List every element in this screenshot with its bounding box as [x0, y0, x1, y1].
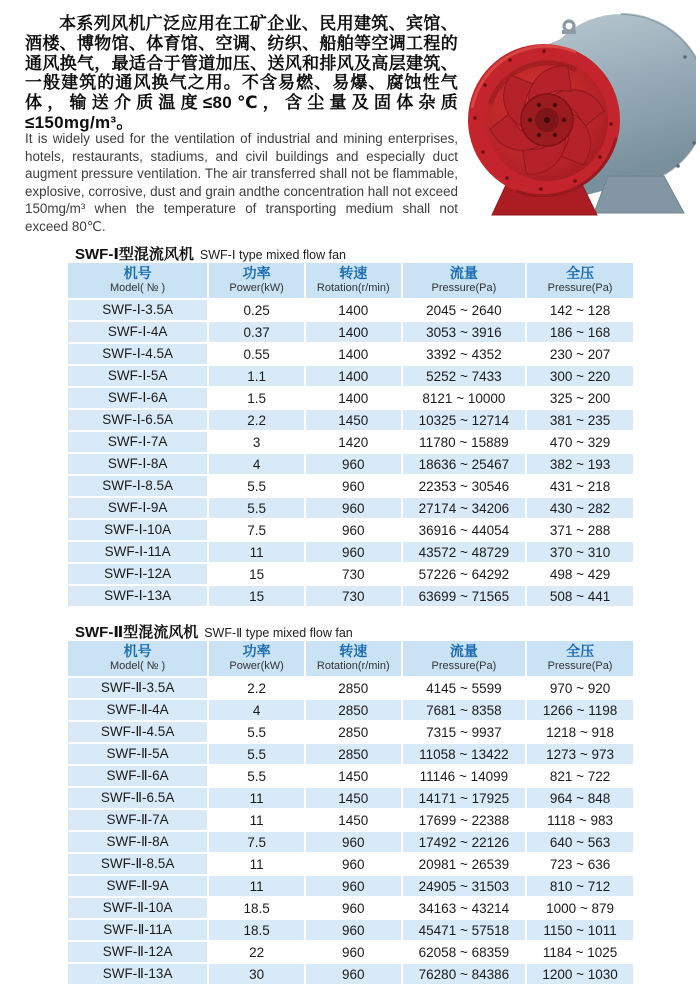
cell-flow: 62058 ~ 68359	[403, 942, 526, 962]
fan-impeller	[468, 44, 620, 196]
mixed-flow-fan-illustration	[456, 8, 696, 220]
cell-model: SWF-Ⅱ-8.5A	[68, 854, 207, 874]
table-row	[68, 498, 633, 518]
cell-rotation: 730	[306, 586, 401, 606]
table-row	[68, 700, 633, 720]
cell-power: 5.5	[209, 476, 304, 496]
header-model: 机号 Model( № )	[68, 641, 207, 676]
cell-model: SWF-Ⅱ-11A	[68, 920, 207, 940]
cell-rotation: 1400	[306, 300, 401, 320]
intro-paragraph-english: It is widely used for the ventilation of industrial and mining enterprises, hotels, restaurants, stadiums, and civil buildings and especially duct augment pressure ventilation. The air transferred shall not be flammable, explosive, corrosive, dust and grain andthe concentration hall not exceed 150mg/m³ when the temperature of transporting medium shall not exceed 80℃.	[25, 131, 458, 234]
cell-flow: 3053 ~ 3916	[403, 322, 526, 342]
cell-rotation: 960	[306, 920, 401, 940]
cell-rotation: 1400	[306, 322, 401, 342]
table-row	[68, 520, 633, 540]
cell-power: 18.5	[209, 920, 304, 940]
cell-model: SWF-Ⅰ-4.5A	[68, 344, 207, 364]
cell-flow: 7315 ~ 9937	[403, 722, 526, 742]
cell-model: SWF-Ⅰ-9A	[68, 498, 207, 518]
cell-power: 11	[209, 810, 304, 830]
table-row	[68, 542, 633, 562]
cell-pressure: 1266 ~ 1198	[527, 700, 633, 720]
cell-pressure: 1200 ~ 1030	[527, 964, 633, 984]
cell-flow: 5252 ~ 7433	[403, 366, 526, 386]
header-row	[68, 263, 633, 298]
table-row	[68, 366, 633, 386]
cell-model: SWF-Ⅰ-6A	[68, 388, 207, 408]
cell-rotation: 960	[306, 942, 401, 962]
cell-model: SWF-Ⅰ-8.5A	[68, 476, 207, 496]
cell-power: 15	[209, 564, 304, 584]
cell-power: 0.25	[209, 300, 304, 320]
cell-pressure: 382 ~ 193	[527, 454, 633, 474]
cell-power: 18.5	[209, 898, 304, 918]
cell-rotation: 960	[306, 542, 401, 562]
cell-flow: 20981 ~ 26539	[403, 854, 526, 874]
cell-flow: 8121 ~ 10000	[403, 388, 526, 408]
table-row	[68, 788, 633, 808]
cell-power: 5.5	[209, 744, 304, 764]
cell-flow: 17699 ~ 22388	[403, 810, 526, 830]
cell-pressure: 430 ~ 282	[527, 498, 633, 518]
header-rotation: 转速 Rotation(r/min)	[306, 641, 401, 676]
header-flow: 流量 Pressure(Pa)	[403, 263, 526, 298]
cell-rotation: 960	[306, 832, 401, 852]
table-row	[68, 300, 633, 320]
cell-model: SWF-Ⅰ-10A	[68, 520, 207, 540]
cell-flow: 45471 ~ 57518	[403, 920, 526, 940]
swf2-table-body	[68, 678, 633, 984]
table1-title-english: SWF-Ⅰ type mixed flow fan	[199, 248, 346, 262]
cell-pressure: 300 ~ 220	[527, 366, 633, 386]
cell-model: SWF-Ⅱ-4.5A	[68, 722, 207, 742]
cell-power: 4	[209, 454, 304, 474]
cell-pressure: 964 ~ 848	[527, 788, 633, 808]
lifting-eye-icon	[562, 21, 576, 34]
cell-power: 1.1	[209, 366, 304, 386]
cell-flow: 2045 ~ 2640	[403, 300, 526, 320]
cell-pressure: 1273 ~ 973	[527, 744, 633, 764]
cell-model: SWF-Ⅱ-5A	[68, 744, 207, 764]
cell-model: SWF-Ⅰ-3.5A	[68, 300, 207, 320]
header-row	[68, 641, 633, 676]
cell-rotation: 1420	[306, 432, 401, 452]
cell-model: SWF-Ⅱ-6A	[68, 766, 207, 786]
cell-power: 11	[209, 788, 304, 808]
cell-power: 2.2	[209, 410, 304, 430]
cell-pressure: 508 ~ 441	[527, 586, 633, 606]
cell-model: SWF-Ⅰ-11A	[68, 542, 207, 562]
table-row	[68, 564, 633, 584]
cell-rotation: 730	[306, 564, 401, 584]
cell-flow: 14171 ~ 17925	[403, 788, 526, 808]
table-row	[68, 832, 633, 852]
cell-rotation: 2850	[306, 700, 401, 720]
cell-model: SWF-Ⅱ-9A	[68, 876, 207, 896]
cell-model: SWF-Ⅱ-4A	[68, 700, 207, 720]
cell-flow: 36916 ~ 44054	[403, 520, 526, 540]
cell-model: SWF-Ⅰ-7A	[68, 432, 207, 452]
table-row	[68, 476, 633, 496]
cell-pressure: 371 ~ 288	[527, 520, 633, 540]
cell-pressure: 810 ~ 712	[527, 876, 633, 896]
header-pressure: 全压 Pressure(Pa)	[527, 641, 633, 676]
cell-pressure: 723 ~ 636	[527, 854, 633, 874]
header-power: 功率 Power(kW)	[209, 263, 304, 298]
table-row	[68, 898, 633, 918]
cell-model: SWF-Ⅰ-4A	[68, 322, 207, 342]
table-row	[68, 454, 633, 474]
cell-rotation: 1450	[306, 766, 401, 786]
cell-power: 22	[209, 942, 304, 962]
cell-flow: 18636 ~ 25467	[403, 454, 526, 474]
cell-flow: 57226 ~ 64292	[403, 564, 526, 584]
cell-rotation: 960	[306, 876, 401, 896]
cell-pressure: 1118 ~ 983	[527, 810, 633, 830]
cell-rotation: 960	[306, 964, 401, 984]
swf2-table-header	[68, 641, 633, 676]
cell-pressure: 325 ~ 200	[527, 388, 633, 408]
cell-flow: 43572 ~ 48729	[403, 542, 526, 562]
cell-model: SWF-Ⅱ-13A	[68, 964, 207, 984]
cell-power: 11	[209, 876, 304, 896]
header-flow: 流量 Pressure(Pa)	[403, 641, 526, 676]
cell-pressure: 1184 ~ 1025	[527, 942, 633, 962]
cell-power: 5.5	[209, 766, 304, 786]
cell-flow: 11058 ~ 13422	[403, 744, 526, 764]
table-row	[68, 744, 633, 764]
table-row	[68, 964, 633, 984]
fan-rear-foot	[594, 176, 684, 213]
table-row	[68, 410, 633, 430]
cell-flow: 3392 ~ 4352	[403, 344, 526, 364]
cell-power: 11	[209, 542, 304, 562]
table-row	[68, 322, 633, 342]
cell-model: SWF-Ⅰ-5A	[68, 366, 207, 386]
table-row	[68, 854, 633, 874]
cell-power: 5.5	[209, 498, 304, 518]
cell-power: 5.5	[209, 722, 304, 742]
table-row	[68, 432, 633, 452]
cell-flow: 24905 ~ 31503	[403, 876, 526, 896]
cell-power: 0.55	[209, 344, 304, 364]
table1-title-chinese: SWF-Ⅰ型混流风机	[75, 246, 194, 263]
cell-flow: 11780 ~ 15889	[403, 432, 526, 452]
cell-pressure: 821 ~ 722	[527, 766, 633, 786]
cell-power: 4	[209, 700, 304, 720]
cell-power: 7.5	[209, 520, 304, 540]
cell-rotation: 1450	[306, 410, 401, 430]
cell-rotation: 960	[306, 476, 401, 496]
cell-model: SWF-Ⅱ-3.5A	[68, 678, 207, 698]
swf1-table-body	[68, 300, 633, 606]
swf1-table-header	[68, 263, 633, 298]
table-row	[68, 920, 633, 940]
cell-rotation: 1450	[306, 810, 401, 830]
cell-model: SWF-Ⅰ-13A	[68, 586, 207, 606]
cell-model: SWF-Ⅱ-10A	[68, 898, 207, 918]
header-pressure: 全压 Pressure(Pa)	[527, 263, 633, 298]
swf1-spec-table	[66, 261, 635, 608]
cell-flow: 63699 ~ 71565	[403, 586, 526, 606]
cell-flow: 7681 ~ 8358	[403, 700, 526, 720]
cell-power: 3	[209, 432, 304, 452]
table-row	[68, 766, 633, 786]
table-row	[68, 722, 633, 742]
cell-model: SWF-Ⅱ-12A	[68, 942, 207, 962]
cell-pressure: 498 ~ 429	[527, 564, 633, 584]
intro-paragraph-chinese: 本系列风机广泛应用在工矿企业、民用建筑、宾馆、酒楼、博物馆、体育馆、空调、纺织、船舶等空调工程的通风换气，最适合于管道加压、送风和排风及高层建筑、一般建筑的通风换气之用。不含易燃、易爆、腐蚀性气体，输送介质温度≤80℃，含尘量及固体杂质≤150mg/m³。	[25, 14, 458, 132]
cell-pressure: 640 ~ 563	[527, 832, 633, 852]
cell-flow: 34163 ~ 43214	[403, 898, 526, 918]
table-row	[68, 388, 633, 408]
table2-title-chinese: SWF-Ⅱ型混流风机	[75, 624, 199, 641]
cell-power: 30	[209, 964, 304, 984]
cell-flow: 11146 ~ 14099	[403, 766, 526, 786]
cell-power: 1.5	[209, 388, 304, 408]
cell-model: SWF-Ⅱ-6.5A	[68, 788, 207, 808]
cell-rotation: 960	[306, 854, 401, 874]
header-model: 机号 Model( № )	[68, 263, 207, 298]
cell-power: 11	[209, 854, 304, 874]
cell-power: 7.5	[209, 832, 304, 852]
cell-rotation: 1400	[306, 344, 401, 364]
table-row	[68, 942, 633, 962]
cell-pressure: 1150 ~ 1011	[527, 920, 633, 940]
cell-pressure: 381 ~ 235	[527, 410, 633, 430]
cell-pressure: 1218 ~ 918	[527, 722, 633, 742]
cell-power: 2.2	[209, 678, 304, 698]
cell-model: SWF-Ⅱ-8A	[68, 832, 207, 852]
cell-rotation: 960	[306, 454, 401, 474]
cell-rotation: 1450	[306, 788, 401, 808]
cell-pressure: 230 ~ 207	[527, 344, 633, 364]
cell-pressure: 970 ~ 920	[527, 678, 633, 698]
cell-power: 15	[209, 586, 304, 606]
cell-rotation: 960	[306, 498, 401, 518]
cell-flow: 4145 ~ 5599	[403, 678, 526, 698]
cell-pressure: 431 ~ 218	[527, 476, 633, 496]
fan-product-image	[456, 8, 696, 220]
table-row	[68, 810, 633, 830]
table-row	[68, 678, 633, 698]
table-row	[68, 586, 633, 606]
table-row	[68, 876, 633, 896]
header-rotation: 转速 Rotation(r/min)	[306, 263, 401, 298]
cell-rotation: 2850	[306, 678, 401, 698]
cell-model: SWF-Ⅰ-8A	[68, 454, 207, 474]
cell-pressure: 470 ~ 329	[527, 432, 633, 452]
cell-pressure: 142 ~ 128	[527, 300, 633, 320]
cell-rotation: 2850	[306, 722, 401, 742]
table-row	[68, 344, 633, 364]
impeller-hub	[521, 94, 573, 146]
header-power: 功率 Power(kW)	[209, 641, 304, 676]
cell-rotation: 1400	[306, 388, 401, 408]
cell-flow: 76280 ~ 84386	[403, 964, 526, 984]
cell-rotation: 2850	[306, 744, 401, 764]
cell-rotation: 960	[306, 898, 401, 918]
cell-flow: 10325 ~ 12714	[403, 410, 526, 430]
cell-power: 0.37	[209, 322, 304, 342]
cell-model: SWF-Ⅰ-12A	[68, 564, 207, 584]
cell-flow: 27174 ~ 34206	[403, 498, 526, 518]
cell-flow: 22353 ~ 30546	[403, 476, 526, 496]
cell-rotation: 960	[306, 520, 401, 540]
swf2-spec-table	[66, 639, 635, 986]
cell-pressure: 186 ~ 168	[527, 322, 633, 342]
cell-flow: 17492 ~ 22126	[403, 832, 526, 852]
cell-pressure: 1000 ~ 879	[527, 898, 633, 918]
table2-title-english: SWF-Ⅱ type mixed flow fan	[204, 626, 353, 640]
cell-rotation: 1400	[306, 366, 401, 386]
cell-model: SWF-Ⅱ-7A	[68, 810, 207, 830]
cell-pressure: 370 ~ 310	[527, 542, 633, 562]
cell-model: SWF-Ⅰ-6.5A	[68, 410, 207, 430]
